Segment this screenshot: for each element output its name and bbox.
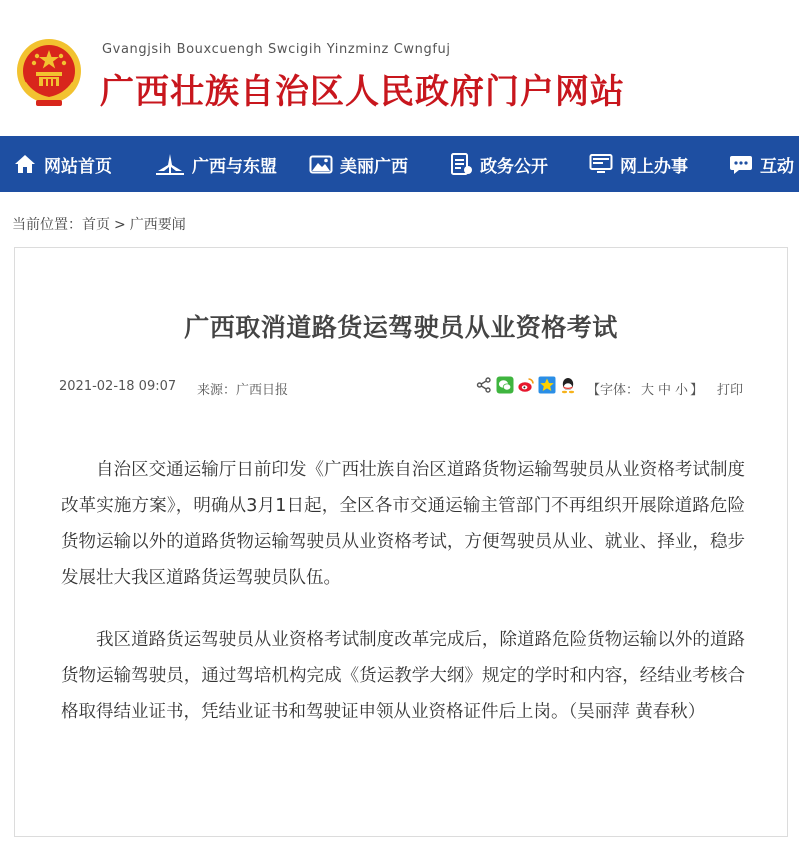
nav-item-government-affairs[interactable] <box>448 136 548 192</box>
qq-icon[interactable] <box>559 376 577 394</box>
breadcrumb-separator: > <box>114 217 126 233</box>
nav-item-interaction[interactable] <box>728 136 794 192</box>
font-size-switcher <box>587 379 703 398</box>
document-icon <box>448 151 474 177</box>
article-container <box>14 247 788 837</box>
article-paragraph: 我区道路货运驾驶员从业资格考试制度改革完成后，除道路危险货物运输以外的道路货物运输驾驶员，通过驾培机构完成《货运教学大纲》规定的学时和内容，经结业考核合格取得结业证书，凭结业证书和驾驶证申领从业资格证件后上岗。（吴丽萍 黄春秋） <box>61 630 745 722</box>
source-name: 广西日报 <box>236 383 289 398</box>
site-header <box>0 0 799 136</box>
article-paragraph: 自治区交通运输厅日前印发《广西壮族自治区道路货物运输驾驶员从业资格考试制度改革实施方案》，明确从3月1日起，全区各市交通运输主管部门不再组织开展除道路危险货物运输以外的道路货物运输驾驶员从业资格考试，方便驾驶员从业、就业、择业，稳步发展壮大我区道路货运驾驶员队伍。 <box>61 460 745 588</box>
share-icon[interactable] <box>475 376 493 394</box>
nav-item-label: 美丽广西 <box>340 156 408 177</box>
font-size-medium-button[interactable]: 中 <box>658 383 672 398</box>
site-subtitle: Gvangjsih Bouxcuengh Swcigih Yinzminz Cwngfuj <box>102 42 451 57</box>
chat-icon <box>728 151 754 177</box>
nav-item-guangxi-asean[interactable] <box>154 136 277 192</box>
nav-item-label: 互动 <box>760 156 794 177</box>
print-button[interactable]: 打印 <box>717 383 744 398</box>
nav-item-label: 网上办事 <box>620 156 688 177</box>
main-navigation <box>0 136 799 192</box>
breadcrumb <box>12 214 186 234</box>
national-emblem-icon[interactable] <box>12 36 86 110</box>
qzone-icon[interactable] <box>538 376 556 394</box>
nav-item-online-services[interactable] <box>588 136 688 192</box>
article-body <box>61 452 745 756</box>
font-size-small-button[interactable]: 小 <box>675 383 689 398</box>
home-icon <box>12 151 38 177</box>
font-size-large-button[interactable]: 大 <box>641 383 655 398</box>
landmark-icon <box>154 151 186 177</box>
weibo-icon[interactable] <box>517 376 535 394</box>
nav-item-beautiful-guangxi[interactable] <box>308 136 408 192</box>
source-label: 来源： <box>197 383 237 398</box>
publish-date: 2021-02-18 09:07 <box>59 379 177 394</box>
monitor-icon <box>588 151 614 177</box>
share-bar <box>475 376 580 394</box>
landscape-icon <box>308 151 334 177</box>
nav-item-label: 政务公开 <box>480 156 548 177</box>
article-source <box>197 379 288 398</box>
wechat-icon[interactable] <box>496 376 514 394</box>
nav-item-label: 广西与东盟 <box>192 156 277 177</box>
font-label-close: 】 <box>690 383 704 398</box>
breadcrumb-link-guangxi-news[interactable]: 广西要闻 <box>129 217 186 233</box>
breadcrumb-link-home[interactable]: 首页 <box>82 217 110 233</box>
nav-item-home[interactable] <box>12 136 112 192</box>
site-title[interactable]: 广西壮族自治区人民政府门户网站 <box>100 72 625 112</box>
article-meta <box>59 376 745 400</box>
font-label-open: 【字体： <box>587 383 640 398</box>
nav-item-label: 网站首页 <box>44 156 112 177</box>
breadcrumb-prefix: 当前位置： <box>12 217 82 233</box>
article-title: 广西取消道路货运驾驶员从业资格考试 <box>184 313 618 342</box>
